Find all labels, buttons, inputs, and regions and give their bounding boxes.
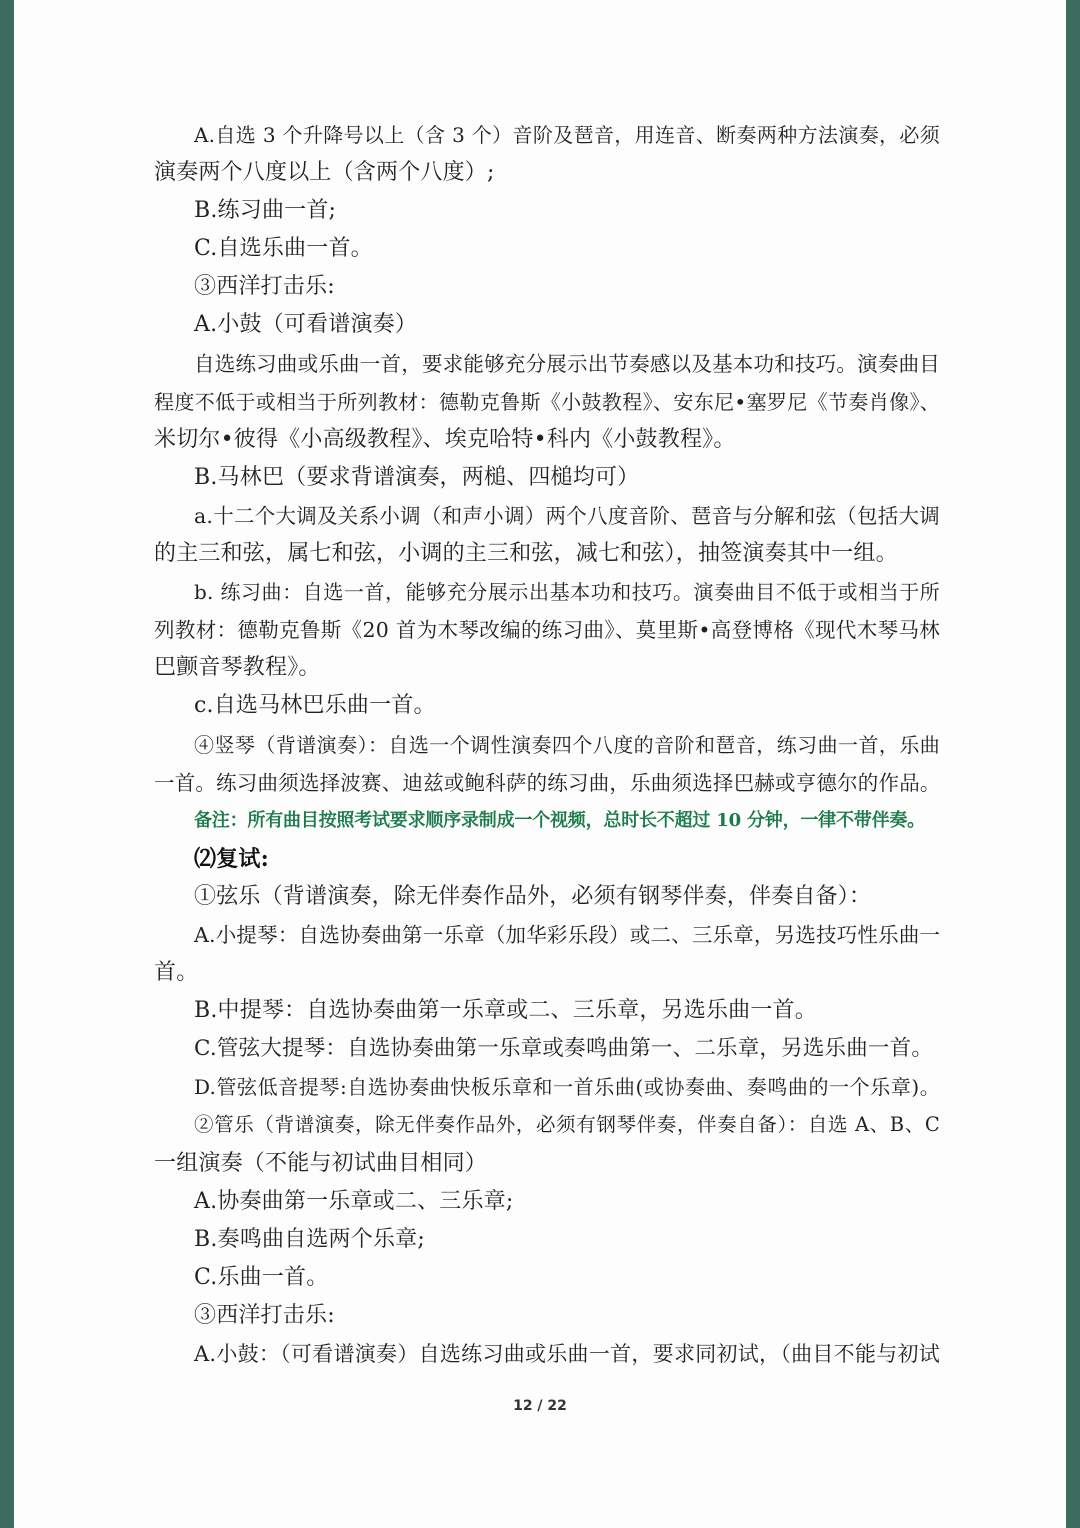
text-line: A.小鼓（可看谱演奏） <box>194 312 418 338</box>
section-heading: ⑵复试: <box>194 845 269 872</box>
text-line: ④竖琴（背谱演奏）：自选一个调性演奏四个八度的音阶和琶音，练习曲一首，乐曲 <box>194 732 940 757</box>
page-number: 12 / 22 <box>513 1398 567 1414</box>
text-line: D.管弦低音提琴:自选协奏曲快板乐章和一首乐曲(或协奏曲、奏鸣曲的一个乐章)。 <box>194 1075 940 1100</box>
text-line: ③西洋打击乐: <box>194 274 335 300</box>
text-line: 一首。练习曲须选择波赛、迪兹或鲍科萨的练习曲，乐曲须选择巴赫或亨德尔的作品。 <box>154 770 941 795</box>
text-line: 巴颤音琴教程》。 <box>154 655 321 681</box>
text-line: ③西洋打击乐: <box>194 1302 335 1328</box>
text-line: ②管乐（背谱演奏，除无伴奏作品外，必须有钢琴伴奏，伴奏自备）：自选 A、B、C <box>194 1113 940 1137</box>
text-line: a.十二个大调及关系小调（和声小调）两个八度音阶、琶音与分解和弦（包括大调 <box>194 503 940 528</box>
text-line: 程度不低于或相当于所列教材：德勒克鲁斯《小鼓教程》、安东尼•塞罗尼《节奏肖像》、 <box>154 389 940 414</box>
document-body <box>154 116 940 1373</box>
text-line: B.马林巴（要求背谱演奏，两槌、四槌均可） <box>194 464 640 490</box>
text-line: A.协奏曲第一乐章或二、三乐章; <box>194 1188 514 1214</box>
text-line: 自选练习曲或乐曲一首，要求能够充分展示出节奏感以及基本功和技巧。演奏曲目 <box>194 351 940 376</box>
text-line: B.奏鸣曲自选两个乐章; <box>194 1226 425 1252</box>
text-line: b. 练习曲：自选一首，能够充分展示出基本功和技巧。演奏曲目不低于或相当于所 <box>194 580 940 605</box>
text-line: ①弦乐（背谱演奏，除无伴奏作品外，必须有钢琴伴奏，伴奏自备）： <box>194 883 872 909</box>
text-line: C.自选乐曲一首。 <box>194 236 373 262</box>
text-line: 一组演奏（不能与初试曲目相同） <box>154 1150 488 1176</box>
text-line: c.自选马林巴乐曲一首。 <box>194 693 436 719</box>
text-line: B.练习曲一首; <box>194 198 337 224</box>
document-page <box>14 0 1066 1528</box>
text-line: C.管弦大提琴：自选协奏曲第一乐章或奏鸣曲第一、二乐章，另选乐曲一首。 <box>194 1036 934 1062</box>
text-line: C.乐曲一首。 <box>194 1264 329 1290</box>
text-line: 首。 <box>154 960 199 986</box>
text-line: 米切尔•彼得《小高级教程》、埃克哈特•科内《小鼓教程》。 <box>154 426 736 452</box>
text-line: A.自选 3 个升降号以上（含 3 个）音阶及琶音，用连音、断奏两种方法演奏，必须 <box>194 123 940 147</box>
text-line: 的主三和弦，属七和弦，小调的主三和弦，减七和弦），抽签演奏其中一组。 <box>154 541 898 567</box>
text-line: A.小提琴：自选协奏曲第一乐章（加华彩乐段）或二、三乐章，另选技巧性乐曲一 <box>194 922 941 947</box>
text-line: A.小鼓：（可看谱演奏）自选练习曲或乐曲一首，要求同初试，（曲目不能与初试 <box>194 1342 940 1366</box>
note-line: 备注：所有曲目按照考试要求顺序录制成一个视频，总时长不超过 10 分钟，一律不带伴奏。 <box>194 809 925 831</box>
text-line: B.中提琴：自选协奏曲第一乐章或二、三乐章，另选乐曲一首。 <box>194 998 817 1024</box>
text-line: 演奏两个八度以上（含两个八度）; <box>154 160 495 186</box>
text-line: 列教材：德勒克鲁斯《20 首为木琴改编的练习曲》、莫里斯•高登博格《现代木琴马林 <box>154 618 940 643</box>
